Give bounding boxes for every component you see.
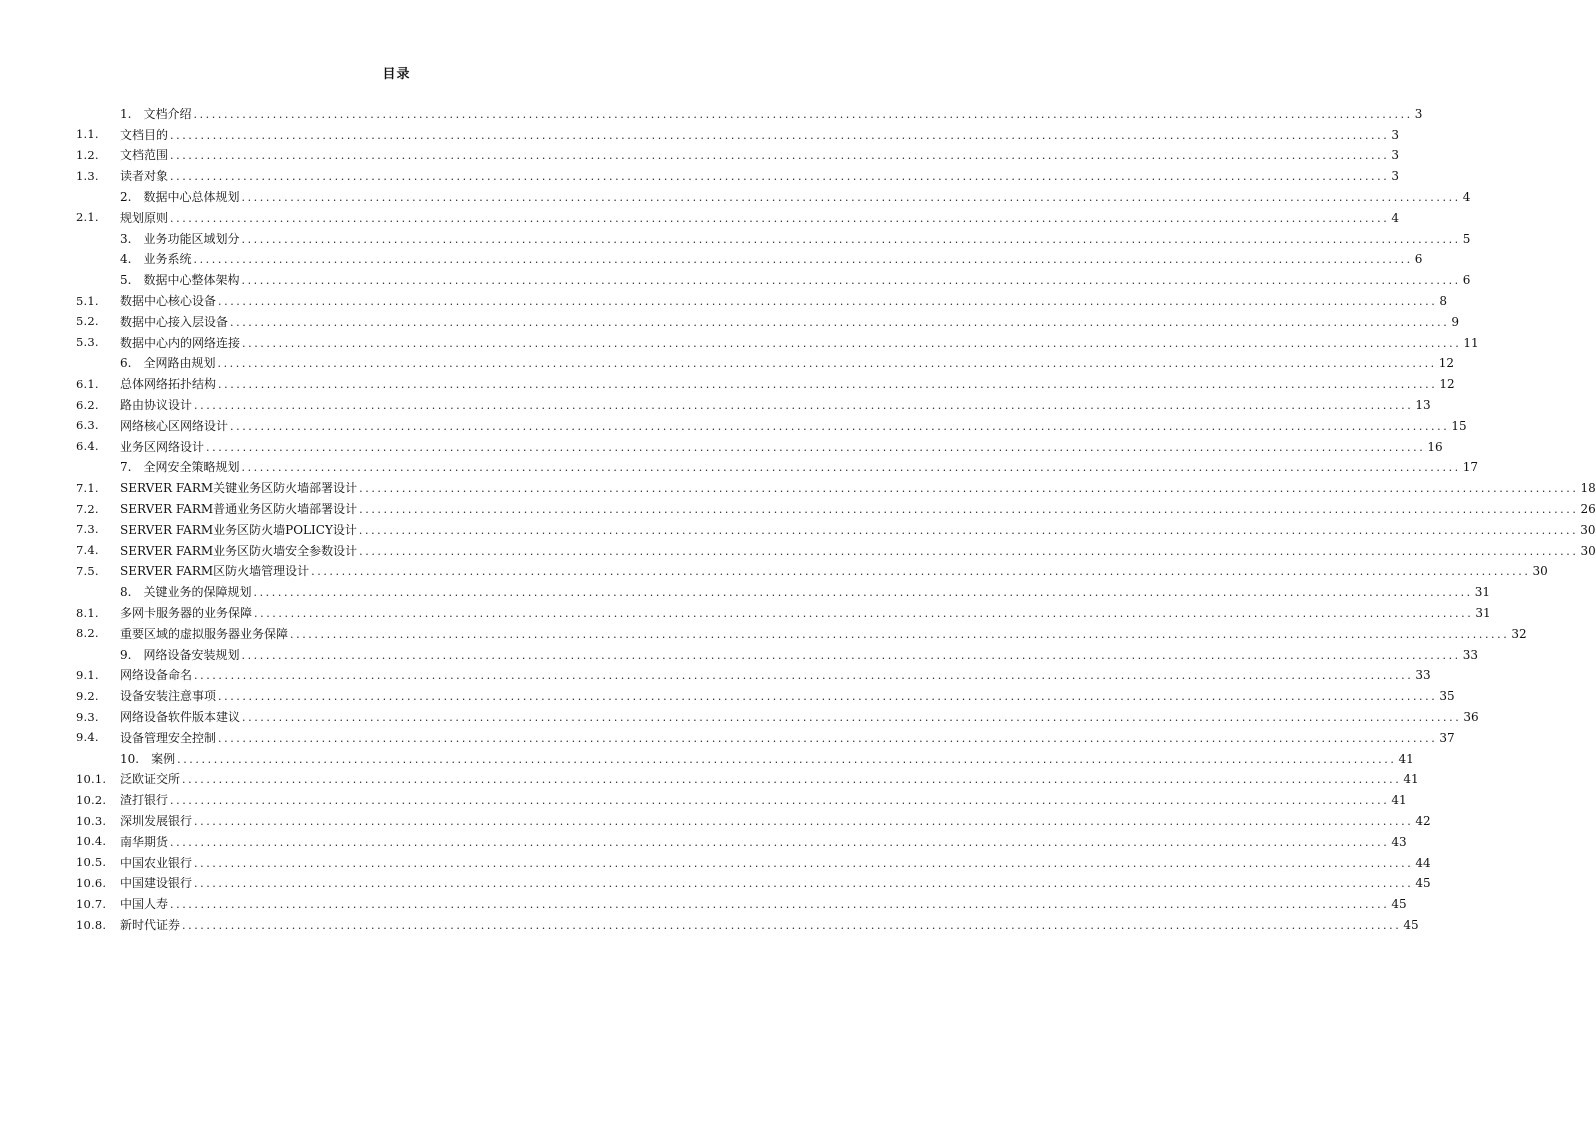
toc-page-number: 17 bbox=[1462, 460, 1479, 475]
toc-chapter-number: 6. bbox=[120, 356, 132, 371]
toc-entry-label bbox=[120, 770, 182, 787]
toc-leader-dots: ........................................................................................................................................................................................................ bbox=[177, 752, 1397, 766]
toc-entry-text: 读者对象 bbox=[120, 169, 169, 184]
toc-entry[interactable] bbox=[0, 540, 1596, 561]
toc-page-number: 6 bbox=[1462, 273, 1471, 288]
toc-entry-text: 全网安全策略规划 bbox=[143, 460, 240, 475]
toc-entry-label bbox=[120, 874, 194, 891]
toc-entry-line bbox=[120, 271, 1471, 288]
toc-entry-label bbox=[120, 625, 290, 642]
toc-page-number: 12 bbox=[1438, 356, 1455, 371]
toc-page-number: 30 bbox=[1532, 564, 1548, 579]
toc-entry-line bbox=[120, 770, 1419, 787]
toc-entry-number: 1.1. bbox=[76, 127, 99, 142]
toc-entry[interactable] bbox=[0, 165, 1399, 186]
toc-entry-text: SERVER FARM关键业务区防火墙部署设计 bbox=[120, 481, 358, 496]
toc-entry[interactable] bbox=[0, 581, 1491, 602]
toc-entry-number: 1.2. bbox=[76, 147, 99, 162]
toc-entry-text: 南华期货 bbox=[120, 834, 169, 849]
toc-entry-line bbox=[120, 666, 1431, 683]
toc-entry-line bbox=[120, 479, 1596, 496]
toc-entry-number: 6.4. bbox=[76, 439, 99, 454]
toc-entry-line bbox=[120, 334, 1479, 351]
toc-entry-text: 文档介绍 bbox=[143, 106, 192, 121]
toc-entry[interactable] bbox=[0, 789, 1407, 810]
toc-leader-dots: ........................................................................................................................................................................................................ bbox=[170, 128, 1390, 142]
toc-entry-text: 新时代证券 bbox=[120, 918, 181, 933]
toc-page-number: 4 bbox=[1391, 210, 1399, 225]
toc-entry-line bbox=[120, 105, 1423, 122]
toc-entry[interactable] bbox=[0, 498, 1596, 519]
toc-page-number: 45 bbox=[1403, 918, 1419, 933]
toc-entry-line bbox=[120, 833, 1407, 850]
toc-page-number: 30 bbox=[1580, 522, 1596, 537]
toc-entry-text: 网络核心区网络设计 bbox=[120, 418, 229, 433]
toc-entry-line bbox=[120, 874, 1431, 891]
toc-entry[interactable] bbox=[0, 436, 1443, 457]
toc-entry-line bbox=[120, 729, 1455, 746]
toc-leader-dots: ........................................................................................................................................................................................................ bbox=[241, 191, 1461, 205]
toc-page-number: 6 bbox=[1414, 252, 1423, 267]
toc-page-number: 15 bbox=[1451, 418, 1467, 433]
toc-entry-label bbox=[120, 167, 170, 184]
toc-entry-label bbox=[120, 375, 218, 392]
toc-page-number: 41 bbox=[1398, 751, 1414, 766]
toc-entry-number: 7.3. bbox=[76, 522, 99, 537]
toc-page-number: 30 bbox=[1580, 543, 1596, 558]
toc-leader-dots: ........................................................................................................................................................................................................ bbox=[206, 440, 1426, 454]
toc-entry-text: 数据中心总体规划 bbox=[143, 190, 240, 205]
toc-entry-label bbox=[120, 500, 359, 517]
toc-entry-line bbox=[120, 458, 1479, 475]
toc-entry[interactable] bbox=[0, 249, 1423, 270]
toc-entry[interactable] bbox=[0, 207, 1399, 228]
toc-chapter-number: 7. bbox=[120, 460, 132, 475]
toc-entry[interactable] bbox=[0, 727, 1455, 748]
toc-entry[interactable] bbox=[0, 124, 1399, 145]
toc-page-number: 5 bbox=[1462, 231, 1471, 246]
toc-entry[interactable] bbox=[0, 145, 1399, 166]
toc-entry[interactable] bbox=[0, 186, 1471, 207]
toc-leader-dots: ........................................................................................................................................................................................................ bbox=[254, 607, 1474, 621]
toc-page-number: 37 bbox=[1439, 730, 1455, 745]
toc-leader-dots: ........................................................................................................................................................................................................ bbox=[194, 815, 1414, 829]
toc-entry-text: 全网路由规划 bbox=[143, 356, 216, 371]
toc-entry[interactable] bbox=[0, 290, 1447, 311]
toc-leader-dots: ........................................................................................................................................................................................................ bbox=[241, 274, 1461, 288]
toc-entry-label bbox=[120, 833, 170, 850]
toc-entry-line bbox=[120, 146, 1399, 163]
toc-entry-number: 9.3. bbox=[76, 709, 99, 724]
toc-entry-text: 泛欧证交所 bbox=[120, 772, 181, 787]
toc-entry-text: SERVER FARM区防火墙管理设计 bbox=[120, 564, 310, 579]
toc-leader-dots: ........................................................................................................................................................................................................ bbox=[242, 336, 1462, 350]
toc-entry-line bbox=[120, 854, 1431, 871]
toc-entry-text: 总体网络拓扑结构 bbox=[120, 377, 217, 392]
toc-entry-number: 2.1. bbox=[76, 210, 99, 225]
toc-entry-label bbox=[120, 812, 194, 829]
toc-entry-text: 中国农业银行 bbox=[120, 855, 193, 870]
toc-leader-dots: ........................................................................................................................................................................................................ bbox=[359, 503, 1579, 517]
toc-leader-dots: ........................................................................................................................................................................................................ bbox=[230, 419, 1450, 433]
toc-leader-dots: ........................................................................................................................................................................................................ bbox=[359, 544, 1579, 558]
toc-page-number: 9 bbox=[1451, 314, 1459, 329]
toc-entry[interactable] bbox=[0, 852, 1431, 873]
toc-page-number: 33 bbox=[1415, 668, 1431, 683]
toc-entry-text: SERVER FARM普通业务区防火墙部署设计 bbox=[120, 502, 358, 517]
toc-chapter-number: 8. bbox=[120, 585, 132, 600]
toc-entry-line bbox=[120, 708, 1479, 725]
toc-entry-line bbox=[120, 209, 1399, 226]
toc-entry-text: 网络设备安装规划 bbox=[143, 647, 240, 662]
toc-entry-line bbox=[120, 604, 1491, 621]
toc-page-number: 3 bbox=[1391, 148, 1399, 163]
toc-leader-dots: ........................................................................................................................................................................................................ bbox=[359, 482, 1579, 496]
toc-entry-number: 10.2. bbox=[76, 792, 107, 807]
toc-entry-text: 业务功能区域划分 bbox=[143, 231, 240, 246]
toc-leader-dots: ........................................................................................................................................................................................................ bbox=[182, 773, 1402, 787]
toc-entry-number: 8.2. bbox=[76, 626, 99, 641]
toc-entry-text: 渣打银行 bbox=[120, 793, 169, 808]
toc-entry-number: 9.4. bbox=[76, 730, 99, 745]
toc-leader-dots: ........................................................................................................................................................................................................ bbox=[218, 690, 1438, 704]
toc-entry-label bbox=[120, 687, 218, 704]
toc-page-number: 41 bbox=[1391, 793, 1407, 808]
toc-entry-number: 9.1. bbox=[76, 667, 99, 682]
toc-entry-label bbox=[120, 479, 359, 496]
toc-page-number: 45 bbox=[1415, 876, 1431, 891]
toc-entry-label bbox=[120, 646, 241, 663]
toc-entry-label bbox=[120, 417, 230, 434]
toc-entry-line bbox=[120, 750, 1414, 767]
toc-leader-dots: ........................................................................................................................................................................................................ bbox=[194, 877, 1414, 891]
toc-leader-dots: ........................................................................................................................................................................................................ bbox=[170, 149, 1390, 163]
toc-page-number: 32 bbox=[1511, 626, 1527, 641]
toc-entry-line bbox=[120, 167, 1399, 184]
toc-entry-text: 数据中心内的网络连接 bbox=[120, 335, 241, 350]
toc-leader-dots: ........................................................................................................................................................................................................ bbox=[218, 731, 1438, 745]
toc-leader-dots: ........................................................................................................................................................................................................ bbox=[241, 648, 1461, 662]
toc-entry-number: 10.6. bbox=[76, 875, 107, 890]
toc-entry[interactable] bbox=[0, 665, 1431, 686]
toc-entry-label bbox=[120, 562, 311, 579]
toc-entry-line bbox=[120, 583, 1491, 600]
toc-leader-dots: ........................................................................................................................................................................................................ bbox=[218, 295, 1438, 309]
toc-entry[interactable] bbox=[0, 477, 1596, 498]
toc-leader-dots: ........................................................................................................................................................................................................ bbox=[253, 586, 1473, 600]
toc-entry-text: 案例 bbox=[151, 751, 176, 766]
toc-entry-label bbox=[120, 708, 242, 725]
toc-leader-dots: ........................................................................................................................................................................................................ bbox=[170, 835, 1390, 849]
toc-leader-dots: ........................................................................................................................................................................................................ bbox=[217, 357, 1437, 371]
toc-entry-text: 业务系统 bbox=[143, 252, 192, 267]
toc-entry-number: 5.1. bbox=[76, 293, 99, 308]
toc-entry-line bbox=[120, 521, 1596, 538]
toc-page-number: 12 bbox=[1439, 377, 1455, 392]
toc-leader-dots: ........................................................................................................................................................................................................ bbox=[193, 107, 1413, 121]
toc-entry-line bbox=[120, 292, 1447, 309]
toc-page-number: 11 bbox=[1463, 335, 1479, 350]
toc-entry-text: 网络设备命名 bbox=[120, 668, 193, 683]
toc-leader-dots: ........................................................................................................................................................................................................ bbox=[170, 170, 1390, 184]
toc-entry-line bbox=[120, 625, 1527, 642]
toc-entry-number: 7.5. bbox=[76, 563, 99, 578]
toc-page-number: 42 bbox=[1415, 814, 1431, 829]
toc-page-number: 16 bbox=[1427, 439, 1443, 454]
toc-entry-text: 网络设备软件版本建议 bbox=[120, 710, 241, 725]
toc-entry-label bbox=[120, 895, 170, 912]
toc-entry[interactable] bbox=[0, 373, 1455, 394]
toc-entry-label bbox=[120, 438, 206, 455]
toc-leader-dots: ........................................................................................................................................................................................................ bbox=[193, 253, 1413, 267]
toc-entry-text: 设备安装注意事项 bbox=[120, 689, 217, 704]
toc-page-number: 8 bbox=[1439, 294, 1447, 309]
toc-leader-dots: ........................................................................................................................................................................................................ bbox=[218, 378, 1438, 392]
toc-entry[interactable] bbox=[0, 561, 1548, 582]
toc-entry[interactable] bbox=[0, 685, 1455, 706]
toc-entry-label bbox=[120, 271, 241, 288]
toc-page-number: 31 bbox=[1474, 585, 1491, 600]
toc-entry-number: 10.3. bbox=[76, 813, 107, 828]
toc-page-number: 41 bbox=[1403, 772, 1419, 787]
toc-entry[interactable] bbox=[0, 810, 1431, 831]
toc-entry[interactable] bbox=[0, 311, 1459, 332]
toc-chapter-number: 10. bbox=[120, 751, 140, 766]
toc-entry[interactable] bbox=[0, 602, 1491, 623]
toc-page-number: 33 bbox=[1462, 647, 1479, 662]
toc-entry-label bbox=[120, 334, 242, 351]
toc-leader-dots: ........................................................................................................................................................................................................ bbox=[194, 399, 1414, 413]
toc-leader-dots: ........................................................................................................................................................................................................ bbox=[241, 232, 1461, 246]
toc-entry-label bbox=[120, 916, 182, 933]
toc-entry-label bbox=[120, 854, 194, 871]
toc-leader-dots: ........................................................................................................................................................................................................ bbox=[194, 669, 1414, 683]
toc-entry-label bbox=[120, 729, 218, 746]
toc-entry-text: 路由协议设计 bbox=[120, 398, 193, 413]
toc-page-number: 36 bbox=[1463, 710, 1479, 725]
toc-entry-line bbox=[120, 562, 1548, 579]
toc-entry-text: SERVER FARM业务区防火墙POLICY设计 bbox=[120, 522, 357, 537]
toc-leader-dots: ........................................................................................................................................................................................................ bbox=[241, 461, 1461, 475]
toc-entry-label bbox=[120, 521, 359, 538]
toc-entry-number: 6.1. bbox=[76, 376, 99, 391]
toc-page-number: 3 bbox=[1391, 127, 1399, 142]
toc-entry-text: 文档目的 bbox=[120, 127, 169, 142]
toc-entry[interactable] bbox=[0, 769, 1419, 790]
toc-entry-label bbox=[120, 230, 241, 247]
toc-leader-dots: ........................................................................................................................................................................................................ bbox=[358, 523, 1579, 537]
toc-entry-text: 中国人寿 bbox=[120, 897, 169, 912]
toc-entry[interactable] bbox=[0, 644, 1479, 665]
toc-entry-text: 设备管理安全控制 bbox=[120, 730, 217, 745]
toc-leader-dots: ........................................................................................................................................................................................................ bbox=[170, 211, 1390, 225]
toc-entry-line bbox=[120, 791, 1407, 808]
toc-entry-line bbox=[120, 500, 1596, 517]
toc-entry-label bbox=[120, 791, 170, 808]
toc-chapter-number: 3. bbox=[120, 231, 132, 246]
toc-entry-number: 6.3. bbox=[76, 418, 99, 433]
toc-entry-line bbox=[120, 396, 1431, 413]
toc-entry-number: 7.2. bbox=[76, 501, 99, 516]
toc-entry-text: 文档范围 bbox=[120, 148, 169, 163]
toc-entry-line bbox=[120, 438, 1443, 455]
toc-entry-line bbox=[120, 126, 1399, 143]
toc-leader-dots: ........................................................................................................................................................................................................ bbox=[242, 711, 1462, 725]
toc-entry[interactable] bbox=[0, 623, 1527, 644]
toc-entry-line bbox=[120, 895, 1407, 912]
toc-entry-text: 数据中心核心设备 bbox=[120, 294, 217, 309]
toc-entry-label bbox=[120, 146, 170, 163]
toc-leader-dots: ........................................................................................................................................................................................................ bbox=[170, 794, 1390, 808]
toc-entry-line bbox=[120, 646, 1479, 663]
toc-entry-line bbox=[120, 687, 1455, 704]
toc-entry-number: 10.1. bbox=[76, 771, 107, 786]
toc-entry-label bbox=[120, 458, 241, 475]
toc-title: 目录 bbox=[382, 67, 411, 82]
toc-entry-line bbox=[120, 812, 1431, 829]
toc-entry[interactable] bbox=[0, 831, 1407, 852]
toc-entry-label bbox=[120, 250, 193, 267]
toc-entry[interactable] bbox=[0, 103, 1423, 124]
toc-entry-text: 中国建设银行 bbox=[120, 876, 193, 891]
toc-entry[interactable] bbox=[0, 706, 1479, 727]
toc-entry[interactable] bbox=[0, 519, 1596, 540]
toc-entry-line bbox=[120, 354, 1455, 371]
toc-entry-number: 10.5. bbox=[76, 855, 107, 870]
toc-entry-number: 5.2. bbox=[76, 314, 99, 329]
toc-chapter-number: 1. bbox=[120, 106, 132, 121]
toc-entry-line bbox=[120, 375, 1455, 392]
toc-entry-label bbox=[120, 188, 241, 205]
toc-page-number: 31 bbox=[1475, 606, 1491, 621]
toc-page-number: 43 bbox=[1391, 834, 1407, 849]
toc-page-number: 45 bbox=[1391, 897, 1407, 912]
toc-entry-text: 重要区域的虚拟服务器业务保障 bbox=[120, 626, 289, 641]
toc-entry[interactable] bbox=[0, 748, 1414, 769]
toc-entry-line bbox=[120, 250, 1423, 267]
toc-entry[interactable] bbox=[0, 893, 1407, 914]
toc-chapter-number: 5. bbox=[120, 273, 132, 288]
toc-entry-line bbox=[120, 230, 1471, 247]
toc-entry-text: 多网卡服务器的业务保障 bbox=[120, 606, 253, 621]
toc-entry-label bbox=[120, 750, 177, 767]
toc-entry-line bbox=[120, 542, 1596, 559]
toc-entry-number: 10.4. bbox=[76, 834, 107, 849]
toc-entry[interactable] bbox=[0, 457, 1479, 478]
toc-entry[interactable] bbox=[0, 228, 1471, 249]
toc-entry-number: 8.1. bbox=[76, 605, 99, 620]
toc-page-number: 3 bbox=[1414, 106, 1423, 121]
toc-entry-text: 数据中心整体架构 bbox=[143, 273, 240, 288]
toc-entry-number: 10.8. bbox=[76, 917, 107, 932]
toc-entry-label bbox=[120, 583, 253, 600]
toc-entry[interactable] bbox=[0, 269, 1471, 290]
toc-entry-label bbox=[120, 396, 194, 413]
toc-entry-number: 9.2. bbox=[76, 688, 99, 703]
toc-page-number: 26 bbox=[1580, 502, 1596, 517]
toc-page-number: 18 bbox=[1580, 481, 1596, 496]
toc-entry-label bbox=[120, 105, 193, 122]
toc-page-number: 3 bbox=[1391, 169, 1399, 184]
toc-leader-dots: ........................................................................................................................................................................................................ bbox=[170, 898, 1390, 912]
toc-chapter-number: 2. bbox=[120, 190, 132, 205]
toc-entry-number: 5.3. bbox=[76, 335, 99, 350]
toc-entry[interactable] bbox=[0, 415, 1467, 436]
toc-entry-text: 深圳发展银行 bbox=[120, 814, 193, 829]
toc-entry-number: 7.1. bbox=[76, 480, 99, 495]
toc-entry-text: 规划原则 bbox=[120, 210, 169, 225]
toc-entry-line bbox=[120, 916, 1419, 933]
toc-entry-label bbox=[120, 604, 254, 621]
toc-entry[interactable] bbox=[0, 332, 1479, 353]
toc-entry-line bbox=[120, 188, 1471, 205]
toc-entry-label bbox=[120, 313, 230, 330]
toc-entry-text: 业务区网络设计 bbox=[120, 439, 205, 454]
toc-entry-label bbox=[120, 666, 194, 683]
toc-page-number: 4 bbox=[1462, 190, 1471, 205]
toc-entry[interactable] bbox=[0, 873, 1431, 894]
toc-entry-text: 数据中心接入层设备 bbox=[120, 314, 229, 329]
toc-chapter-number: 4. bbox=[120, 252, 132, 267]
toc-entry-label bbox=[120, 209, 170, 226]
toc-entry[interactable] bbox=[0, 914, 1419, 935]
toc-leader-dots: ........................................................................................................................................................................................................ bbox=[182, 919, 1402, 933]
toc-leader-dots: ........................................................................................................................................................................................................ bbox=[290, 627, 1510, 641]
toc-page-number: 13 bbox=[1415, 398, 1431, 413]
toc-page-number: 44 bbox=[1415, 855, 1431, 870]
toc-entry-number: 7.4. bbox=[76, 543, 99, 558]
toc-chapter-number: 9. bbox=[120, 647, 132, 662]
toc-entry-label bbox=[120, 126, 170, 143]
toc-entry-number: 10.7. bbox=[76, 896, 107, 911]
toc-entry[interactable] bbox=[0, 394, 1431, 415]
toc-entry-number: 1.3. bbox=[76, 168, 99, 183]
toc-entry-label bbox=[120, 542, 359, 559]
toc-entry-line bbox=[120, 313, 1459, 330]
toc-entry-line bbox=[120, 417, 1467, 434]
toc-entry-label bbox=[120, 354, 217, 371]
toc-page-number: 35 bbox=[1439, 689, 1455, 704]
toc-leader-dots: ........................................................................................................................................................................................................ bbox=[194, 856, 1414, 870]
toc-entry-label bbox=[120, 292, 218, 309]
toc-entry-number: 6.2. bbox=[76, 397, 99, 412]
toc-entry-text: 关键业务的保障规划 bbox=[143, 585, 252, 600]
toc-entry-text: SERVER FARM业务区防火墙安全参数设计 bbox=[120, 543, 358, 558]
toc-leader-dots: ........................................................................................................................................................................................................ bbox=[311, 565, 1531, 579]
toc-entry[interactable] bbox=[0, 353, 1455, 374]
toc-leader-dots: ........................................................................................................................................................................................................ bbox=[230, 315, 1450, 329]
